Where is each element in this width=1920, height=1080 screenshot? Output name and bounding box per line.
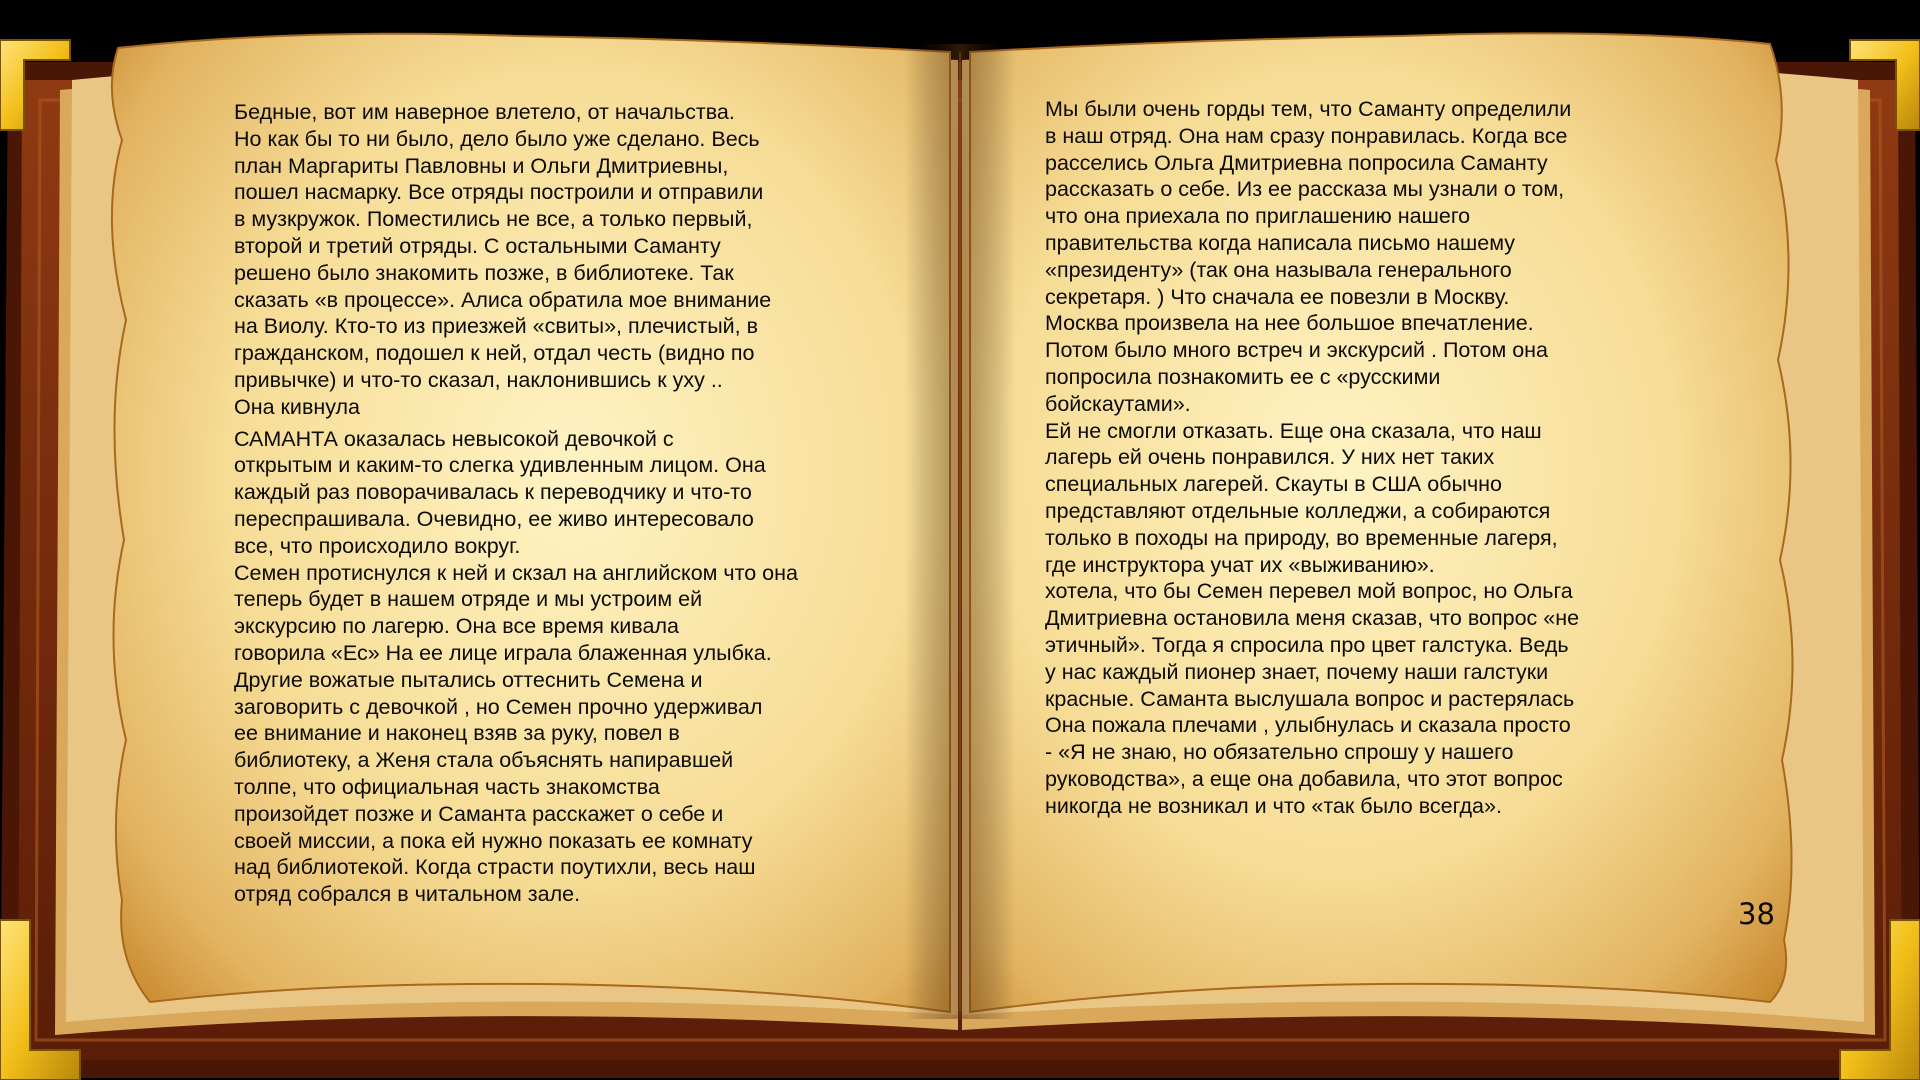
right-line: специальных лагерей. Скауты в США обычно: [1045, 472, 1502, 497]
right-line: красные. Саманта выслушала вопрос и растерялась: [1045, 686, 1575, 711]
left-line: в музкружок. Поместились не все, а только первый,: [234, 207, 753, 232]
left-line: Но как бы то ни было, дело было уже сделано. Весь: [234, 126, 760, 151]
right-line: в наш отряд. Она нам сразу понравилась. Когда все: [1045, 123, 1568, 148]
left-line: над библиотекой. Когда страсти поутихли, весь наш: [234, 855, 756, 880]
right-line: расселись Ольга Дмитриевна попросила Саманту: [1045, 150, 1548, 175]
right-line: Ей не смогли отказать. Еще она сказала, что наш: [1045, 418, 1542, 443]
left-line: теперь будет в нашем отряде и мы устроим ей: [234, 587, 703, 612]
left-line: ее внимание и наконец взяв за руку, повел в: [234, 721, 680, 746]
right-line: представляют отдельные колледжи, а собираются: [1045, 498, 1551, 523]
left-line: каждый раз поворачивалась к переводчику и что-то: [234, 480, 752, 505]
right-line: Москва произвела на нее большое впечатление.: [1045, 311, 1534, 336]
right-line: у нас каждый пионер знает, почему наши галстуки: [1045, 659, 1549, 684]
right-line: только в походы на природу, во временные лагеря,: [1045, 525, 1558, 550]
left-line: на Виолу. Кто-то из приезжей «свиты», плечистый, в: [234, 314, 759, 339]
right-line: Мы были очень горды тем, что Саманту определили: [1045, 97, 1572, 121]
left-line: говорила «Ес» На ее лице играла блаженная улыбка.: [234, 640, 772, 665]
right-line: - «Я не знаю, но обязательно спрошу у нашего: [1045, 740, 1514, 765]
left-line: Семен протиснулся к ней и скзал на английском что она: [234, 560, 798, 585]
right-line: Дмитриевна остановила меня сказав, что вопрос «не: [1045, 606, 1580, 631]
right-line: бойскаутами».: [1045, 391, 1191, 416]
right-line: рассказать о себе. Из ее рассказа мы узнали о том,: [1045, 177, 1565, 202]
left-line: второй и третий отряды. С остальными Саманту: [234, 233, 721, 258]
right-line: где инструктора учат их «выживанию».: [1045, 552, 1435, 577]
left-line: гражданском, подошел к ней, отдал честь (видно по: [234, 341, 755, 366]
right-line: руководства», а еще она добавила, что этот вопрос: [1045, 766, 1563, 791]
right-line: лагерь ей очень понравился. У них нет таких: [1045, 445, 1495, 470]
left-line: Другие вожатые пытались оттеснить Семена и: [234, 667, 703, 692]
right-line: секретаря. ) Что сначала ее повезли в Москву.: [1045, 284, 1510, 309]
left-line: экскурсию по лагерю. Она все время кивала: [234, 614, 679, 639]
left-line: сказать «в процессе». Алиса обратила мое внимание: [234, 287, 772, 312]
right-line: хотела, что бы Семен перевел мой вопрос, но Ольга: [1045, 579, 1573, 604]
right-line: что она приехала по приглашению нашего: [1045, 204, 1471, 229]
left-line: привычке) и что-то сказал, наклонившись к уху ..: [234, 367, 723, 392]
left-line: заговорить с девочкой , но Семен прочно удерживал: [234, 694, 763, 719]
left-line: открытым и каким-то слегка удивленным лицом. Она: [234, 453, 766, 478]
left-line: все, что происходило вокруг.: [234, 533, 521, 558]
left-line: своей миссии, а пока ей нужно показать ее комнату: [234, 828, 753, 853]
left-line: пошел насмарку. Все отряды построили и отправили: [234, 180, 764, 205]
left-page-text: [234, 99, 798, 908]
left-line: решено было знакомить позже, в библиотеке. Так: [234, 260, 734, 285]
left-line: Она кивнула: [234, 394, 361, 419]
left-line: Бедные, вот им наверное влетело, от начальства.: [234, 100, 735, 124]
right-line: Она пожала плечами , улыбнулась и сказала просто: [1045, 713, 1571, 738]
right-line: правительства когда написала письмо нашему: [1045, 230, 1516, 255]
right-line: никогда не возникал и что «так было всегда».: [1045, 793, 1502, 818]
left-line: отряд собрался в читальном зале.: [234, 882, 581, 907]
left-line: переспрашивала. Очевидно, ее живо интересовало: [234, 506, 754, 531]
left-line: толпе, что официальная часть знакомства: [234, 774, 660, 799]
right-page-text: [1045, 96, 1579, 820]
left-line: произойдет позже и Саманта расскажет о себе и: [234, 801, 724, 826]
right-line: Потом было много встреч и экскурсий . Потом она: [1045, 338, 1549, 363]
left-line: библиотеку, а Женя стала объяснять напиравшей: [234, 748, 734, 773]
left-line: САМАНТА оказалась невысокой девочкой с: [234, 426, 674, 451]
right-line: этичный». Тогда я спросила про цвет галстука. Ведь: [1045, 632, 1569, 657]
right-line: попросила познакомить ее с «русскими: [1045, 364, 1441, 389]
page-number: 38: [1738, 897, 1775, 931]
right-line: «президенту» (так она называла генерального: [1045, 257, 1512, 282]
left-line: план Маргариты Павловны и Ольги Дмитриевны,: [234, 153, 729, 178]
